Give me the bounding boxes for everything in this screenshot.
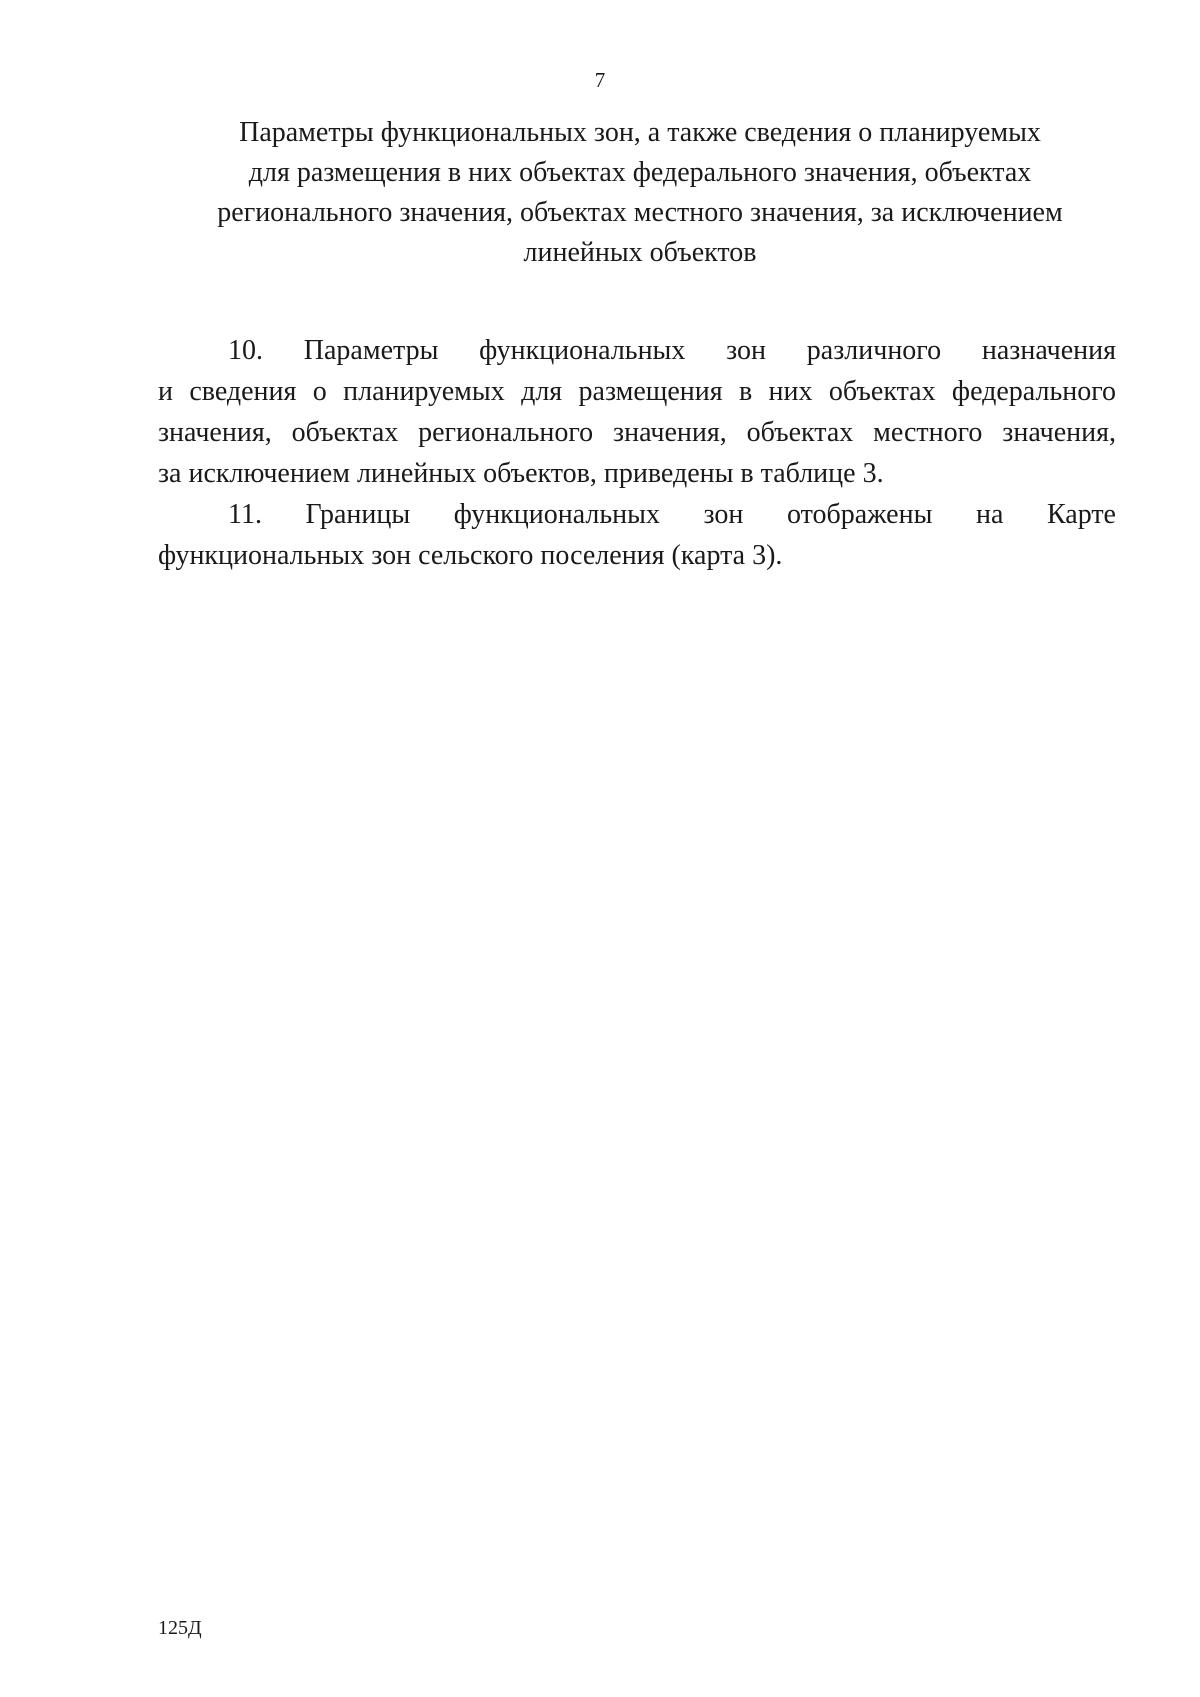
paragraph-11 <box>158 494 1116 576</box>
paragraph-line: и сведения о планируемых для размещения в них объектах федерального <box>158 376 1116 407</box>
heading-line: регионального значения, объектах местного значения, за исключением <box>217 197 1063 228</box>
paragraph-line: 10. Параметры функциональных зон различного назначения <box>228 335 1116 366</box>
paragraph-line: функциональных зон сельского поселения (карта 3). <box>158 540 783 571</box>
footer-document-code: 125Д <box>158 1617 202 1639</box>
paragraph-line: 11. Границы функциональных зон отображены на Карте <box>228 499 1116 530</box>
page-number: 7 <box>594 68 606 92</box>
section-heading <box>150 113 1130 273</box>
paragraph-line: за исключением линейных объектов, приведены в таблице 3. <box>158 458 884 489</box>
paragraph-10 <box>158 330 1116 494</box>
heading-line: линейных объектов <box>523 237 757 268</box>
heading-line: для размещения в них объектах федерального значения, объектах <box>248 157 1032 188</box>
heading-line: Параметры функциональных зон, а также сведения о планируемых <box>239 117 1041 148</box>
document-body <box>158 330 1116 576</box>
paragraph-line: значения, объектах регионального значения, объектах местного значения, <box>158 417 1116 448</box>
